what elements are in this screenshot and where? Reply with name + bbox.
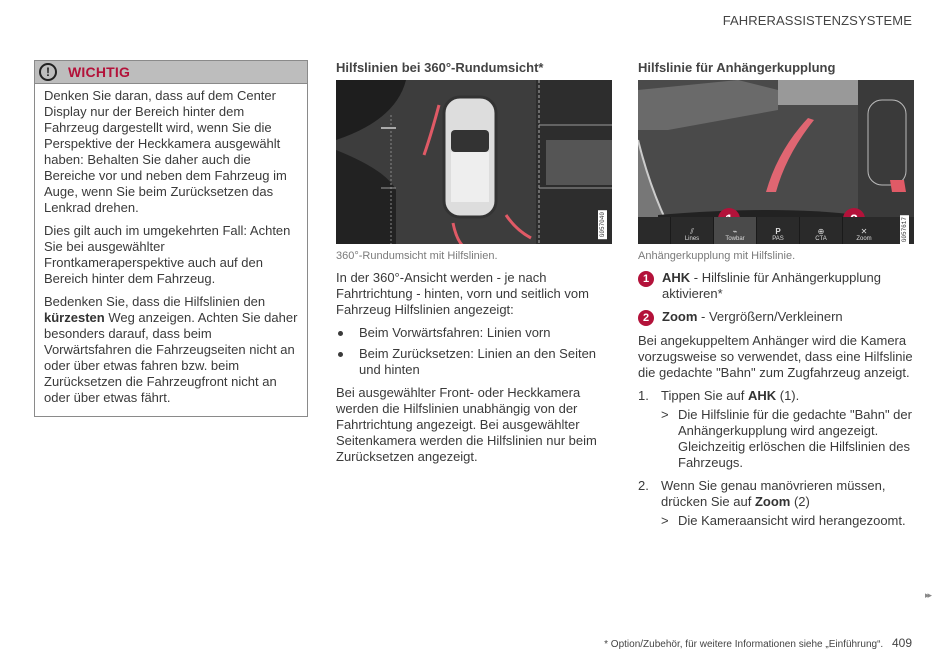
figure-id: G057617 [901, 217, 908, 243]
number-badge: 2 [638, 310, 654, 326]
text: - Vergrößern/Verkleinern [697, 309, 843, 324]
text: Wenn Sie genau manövrieren müssen, drücken Sie auf [661, 478, 886, 509]
text: Bedenken Sie, dass die Hilfslinien den [44, 294, 266, 309]
section-header: FAHRERASSISTENZSYSTEME [722, 13, 912, 28]
pas-button[interactable] [756, 217, 799, 244]
body-text [638, 333, 914, 381]
middle-column [336, 60, 612, 472]
warning-paragraph: Denken Sie daran, dass auf dem Center Display nur der Bereich hinter dem Fahrzeug dargestellt wird, wenn Sie die Perspektive der Heckkamera ausgewählt haben: Behalten Sie daher auch die Bereiche vor und neben dem Fahrzeug im Auge, wenn Sie beim Zurücksetzen das Lenkrad drehen. [44, 88, 287, 215]
warning-paragraph: Dies gilt auch im umgekehrten Fall: Achten Sie bei ausgewählter Frontkameraperspektive auch auf den Bereich hinter dem Fahrzeug. [44, 223, 291, 286]
lines-icon: ⫽ [690, 227, 694, 236]
label: Zoom [856, 236, 872, 242]
label: Towbar [725, 236, 745, 242]
label: CTA [815, 236, 827, 242]
camera-toolbar [638, 217, 914, 244]
emphasis: AHK [662, 270, 691, 285]
callout-item [638, 309, 914, 326]
page-number: 409 [891, 636, 912, 650]
towbar-camera-image [638, 80, 914, 244]
warning-paragraph [44, 294, 298, 406]
step-result [661, 407, 914, 471]
warning-body [35, 84, 307, 416]
figure-id: G057040 [599, 212, 606, 238]
outro-paragraph: Bei ausgewählter Front- oder Heckkamera werden die Hilfslinien unabhängig von der Fahrtrichtung angezeigt. Bei ausgewählter Seitenkamera werden die Hilfslinien nur beim Zurücksetzen angezeigt. [336, 385, 597, 464]
next-page-icon[interactable]: ▸▸ [925, 590, 931, 600]
emphasis: kürzesten [44, 310, 105, 325]
left-column [34, 60, 308, 417]
right-column [638, 60, 914, 536]
top-down-car-illustration [336, 80, 612, 244]
result-text: Die Hilfslinie für die gedachte "Bahn" der Anhängerkupplung wird angezeigt. Gleichzeitig erlöschen die Hilfslinien des Fahrzeugs. [678, 407, 912, 470]
callout-text [662, 270, 914, 302]
warning-header [35, 61, 307, 84]
step-list [638, 388, 914, 529]
text: Tippen Sie auf [661, 388, 748, 403]
step-text [661, 478, 914, 510]
result-arrow-icon: > [661, 513, 669, 528]
parking-icon: P [775, 227, 781, 236]
result-text: Die Kameraansicht wird herangezoomt. [678, 513, 906, 528]
lines-button[interactable] [670, 217, 713, 244]
result-arrow-icon: > [661, 407, 669, 422]
exclamation-circle-icon: ! [39, 63, 57, 81]
step-text [661, 388, 799, 404]
body-text [336, 270, 612, 465]
callout-item [638, 270, 914, 302]
warning-box [34, 60, 308, 417]
emphasis: AHK [747, 388, 777, 403]
towbar-icon: ⌁ [732, 227, 738, 236]
emphasis: Zoom [662, 309, 698, 324]
intro-paragraph: In der 360°-Ansicht werden - je nach Fahrtrichtung - hinten, vorn und seitlich vom Fahrzeug Hilfslinien angezeigt: [336, 270, 589, 317]
surround-view-image [336, 80, 612, 244]
step-item [638, 388, 914, 404]
text: Weg anzeigen. Achten Sie daher besonders darauf, dass beim Vorwärtsfahren die Fahrzeugseiten nicht an oder über etwas fahren bzw. beim Zurücksetzen die Fahrzeugfront nicht an oder über etwas fährt. [44, 310, 298, 405]
step-item [638, 478, 914, 510]
towbar-button[interactable] [713, 217, 756, 244]
figure-caption: 360°-Rundumsicht mit Hilfslinien. [336, 250, 498, 262]
text: (2) [790, 494, 810, 509]
footnote: * Option/Zubehör, für weitere Informationen siehe „Einführung“. [604, 639, 884, 650]
callout-list [638, 270, 914, 326]
emphasis: Zoom [754, 494, 791, 509]
label: Lines [684, 236, 700, 242]
step-result [661, 513, 914, 529]
zoom-icon: ✕ [860, 227, 868, 236]
section-title: Hilfslinien bei 360°-Rundumsicht* [336, 60, 544, 75]
text: (1). [776, 388, 800, 403]
step-number: 1. [638, 388, 649, 403]
figure-caption: Anhängerkupplung mit Hilfslinie. [638, 250, 796, 262]
label: PAS [772, 236, 784, 242]
zoom-button[interactable] [842, 217, 885, 244]
cta-icon: ⊕ [817, 227, 825, 236]
section-title: Hilfslinie für Anhängerkupplung [638, 60, 836, 75]
warning-title: WICHTIG [68, 64, 131, 80]
intro-paragraph: Bei angekuppeltem Anhänger wird die Kamera vorzugsweise so verwendet, dass eine Hilfslinie die gedachte "Bahn" zum Zugfahrzeug anzeigt. [638, 333, 913, 380]
bullet-item: Beim Zurücksetzen: Linien an den Seiten und hinten [336, 346, 612, 378]
bullet-item: Beim Vorwärtsfahren: Linien vorn [336, 325, 612, 341]
cta-button[interactable] [799, 217, 842, 244]
text: - Hilfslinie für Anhängerkupplung aktivieren* [662, 270, 881, 301]
step-number: 2. [638, 478, 649, 493]
page-footer [604, 636, 912, 650]
bullet-list [336, 325, 612, 378]
number-badge: 1 [638, 271, 654, 287]
callout-text [662, 309, 843, 326]
